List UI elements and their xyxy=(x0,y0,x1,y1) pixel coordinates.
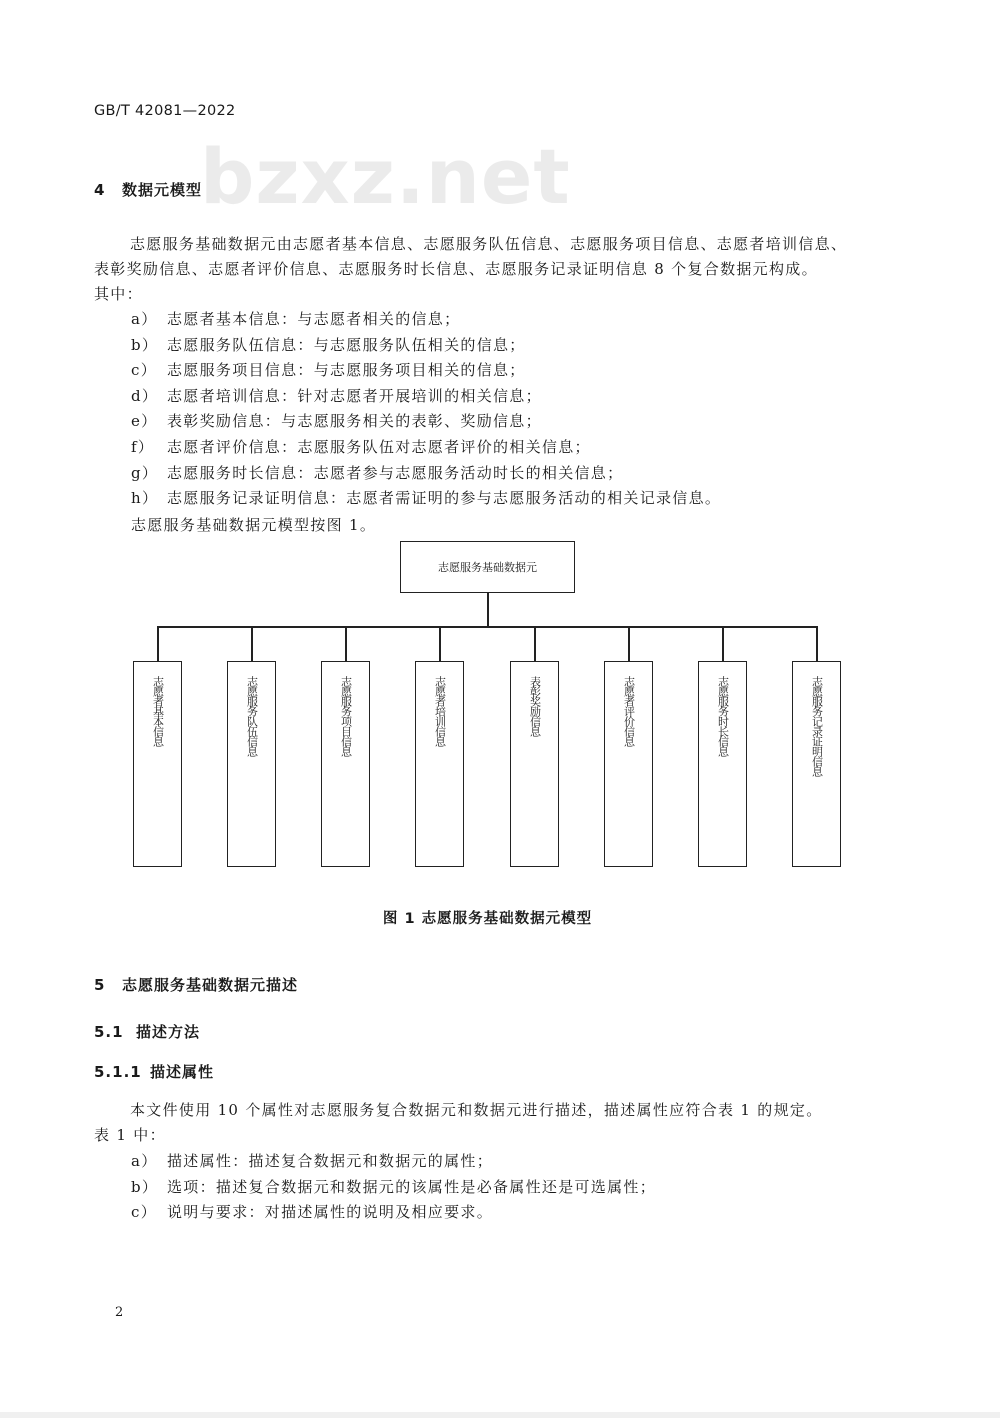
list-marker: c） xyxy=(131,1203,158,1222)
list-text: 志愿服务队伍信息：与志愿服务队伍相关的信息； xyxy=(167,335,526,354)
list-marker: h） xyxy=(131,489,159,508)
section-number: 5 xyxy=(94,976,106,994)
list-text: 志愿者评价信息：志愿服务队伍对志愿者评价的相关信息； xyxy=(167,437,591,456)
connector-line xyxy=(487,593,489,627)
list-text: 志愿服务记录证明信息：志愿者需证明的参与志愿服务活动的相关记录信息。 xyxy=(167,489,722,508)
intro-line: 其中： xyxy=(94,285,143,303)
list-text: 描述属性：描述复合数据元和数据元的属性； xyxy=(167,1152,494,1170)
child-node xyxy=(227,661,276,867)
child-node xyxy=(792,661,841,867)
intro-line: 志愿服务基础数据元由志愿者基本信息、志愿服务队伍信息、志愿服务项目信息、志愿者培训信息、 xyxy=(130,235,848,253)
section-4-heading xyxy=(94,179,202,200)
list-item xyxy=(131,1149,656,1175)
model-reference: 志愿服务基础数据元模型按图 1。 xyxy=(131,516,377,534)
connector-line xyxy=(816,626,818,662)
list-item xyxy=(131,409,721,435)
child-node xyxy=(510,661,559,867)
child-node-label: 表彰奖励信息 xyxy=(528,676,542,736)
list-item xyxy=(131,486,721,512)
page-edge xyxy=(0,1412,1000,1418)
section-number: 5.1.1 xyxy=(94,1063,142,1081)
child-node xyxy=(415,661,464,867)
list-marker: a） xyxy=(131,1152,158,1170)
section-title: 志愿服务基础数据元描述 xyxy=(122,976,299,994)
connector-line xyxy=(345,626,347,662)
connector-line xyxy=(157,626,817,628)
section-number: 5.1 xyxy=(94,1023,124,1041)
child-node xyxy=(698,661,747,867)
page-number: 2 xyxy=(115,1305,124,1320)
list-marker: b） xyxy=(131,335,159,354)
child-node-label: 志愿服务记录证明信息 xyxy=(810,676,824,776)
list-item xyxy=(131,358,721,384)
child-node-label: 志愿服务项目信息 xyxy=(339,676,353,756)
list-text: 志愿者培训信息：针对志愿者开展培训的相关信息； xyxy=(167,386,542,405)
section-5-1-1-heading xyxy=(94,1061,214,1082)
list-text: 说明与要求：对描述属性的说明及相应要求。 xyxy=(167,1203,494,1222)
list-marker: g） xyxy=(131,463,159,482)
watermark: bzxz.net xyxy=(200,132,571,221)
section-5-heading xyxy=(94,974,298,995)
list-item xyxy=(131,307,721,333)
connector-line xyxy=(251,626,253,662)
list-item xyxy=(131,333,721,359)
child-node-label: 志愿者评价信息 xyxy=(622,676,636,746)
root-node-label: 志愿服务基础数据元 xyxy=(438,561,537,574)
list-text: 表彰奖励信息：与志愿服务相关的表彰、奖励信息； xyxy=(167,412,542,431)
section-title: 数据元模型 xyxy=(122,181,203,199)
child-node xyxy=(604,661,653,867)
list-marker: f） xyxy=(131,437,155,456)
list-item xyxy=(131,461,721,487)
list-marker: b） xyxy=(131,1177,159,1196)
connector-line xyxy=(628,626,630,662)
list-marker: e） xyxy=(131,412,158,431)
section-5-paragraph xyxy=(94,1098,894,1148)
paragraph-line: 表 1 中： xyxy=(94,1126,166,1144)
list-text: 选项：描述复合数据元和数据元的该属性是必备属性还是可选属性； xyxy=(167,1177,657,1196)
list-text: 志愿服务时长信息：志愿者参与志愿服务活动时长的相关信息； xyxy=(167,463,624,482)
list-text: 志愿者基本信息：与志愿者相关的信息； xyxy=(167,310,461,328)
child-node-label: 志愿服务队伍信息 xyxy=(245,676,259,756)
list-text: 志愿服务项目信息：与志愿服务项目相关的信息； xyxy=(167,361,526,380)
figure-caption: 图 1 志愿服务基础数据元模型 xyxy=(382,911,593,927)
child-node-label: 志愿服务时长信息 xyxy=(716,676,730,756)
list-marker: c） xyxy=(131,361,158,380)
section-5-list xyxy=(131,1149,656,1226)
connector-line xyxy=(534,626,536,662)
list-item xyxy=(131,435,721,461)
child-node xyxy=(321,661,370,867)
list-item xyxy=(131,1175,656,1201)
standard-code: GB/T 42081—2022 xyxy=(94,103,236,119)
section-title: 描述方法 xyxy=(136,1023,201,1041)
connector-line xyxy=(722,626,724,662)
section-5-1-heading xyxy=(94,1021,200,1042)
section-number: 4 xyxy=(94,181,106,199)
list-marker: d） xyxy=(131,386,159,405)
root-node xyxy=(400,541,575,593)
child-node-label: 志愿者培训信息 xyxy=(433,676,447,746)
list-marker: a） xyxy=(131,310,158,328)
list-item xyxy=(131,384,721,410)
connector-line xyxy=(157,626,159,662)
paragraph-line: 本文件使用 10 个属性对志愿服务复合数据元和数据元进行描述，描述属性应符合表 1 的规定。 xyxy=(130,1101,823,1119)
intro-line: 表彰奖励信息、志愿者评价信息、志愿服务时长信息、志愿服务记录证明信息 8 个复合数据元构成。 xyxy=(94,260,818,278)
section-4-list xyxy=(131,307,721,512)
child-node-label: 志愿者基本信息 xyxy=(151,676,165,746)
child-node xyxy=(133,661,182,867)
section-title: 描述属性 xyxy=(150,1063,215,1081)
list-item xyxy=(131,1200,656,1226)
connector-line xyxy=(439,626,441,662)
section-4-intro xyxy=(94,232,894,307)
